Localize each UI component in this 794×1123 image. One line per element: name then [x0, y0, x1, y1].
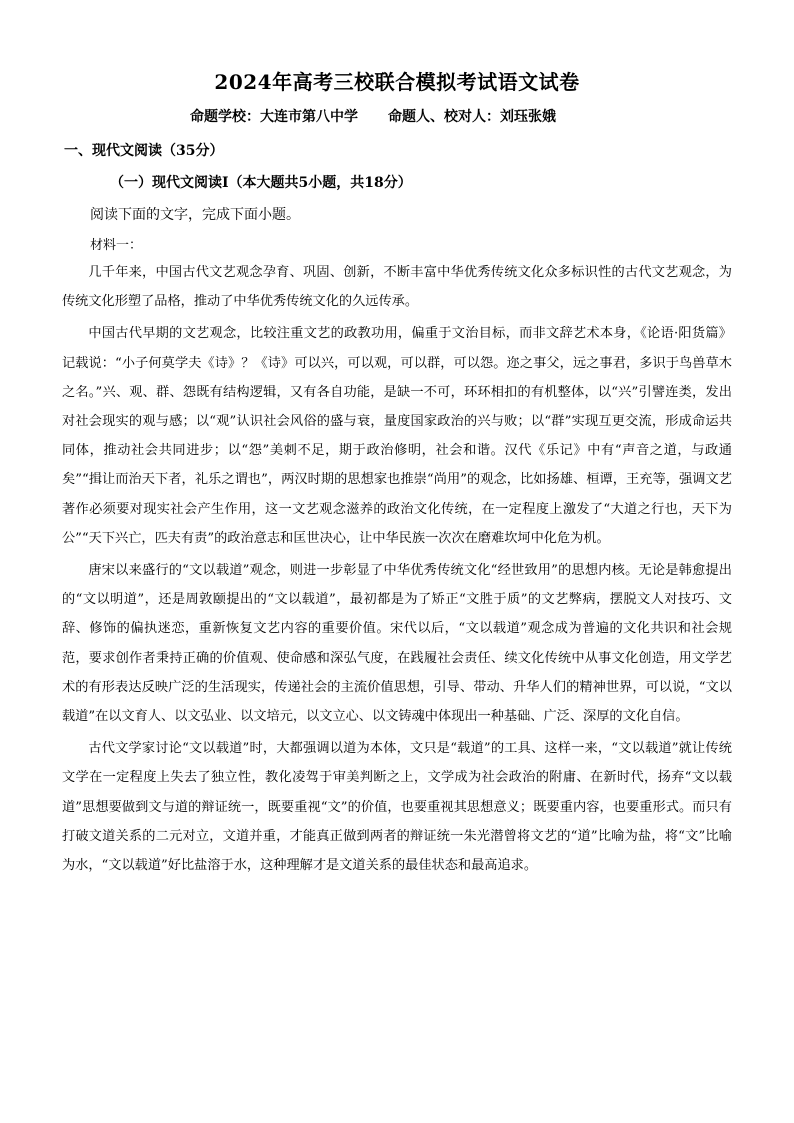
reading-instruction: 阅读下面的文字，完成下面小题。 — [90, 207, 300, 223]
exam-title: 2024年高考三校联合模拟考试语文试卷 — [214, 70, 580, 94]
paragraph: 几千年来，中国古代文艺观念孕育、巩固、创新，不断丰富中华优秀传统文化众多标识性的古代文艺观念，为传统文化形塑了品格，推动了中华优秀传统文化的久远传承。 — [62, 265, 732, 310]
paragraph: 中国古代早期的文艺观念，比较注重文艺的政教功用，偏重于文治目标，而非文辞艺术本身，《论语·阳货篇》记载说：“小子何莫学夫《诗》？《诗》可以兴，可以观，可以群，可以怨。迩之事父，远之事君，多识于鸟兽草木之名。”兴、观、群、怨既有结构逻辑，又有各自功能，是缺一不可，环环相扣的有机整体，以“兴”引譬连类，发出对社会现实的观与感；以“观”认识社会风俗的盛与衰，量度国家政治的兴与败；以“群”实现互更交流，形成命运共同体，推动社会共同进步；以“怨”美刺不足，期于政治修明，社会和谐。汉代《乐记》中有“声音之道，与政通矣”“揖让而治天下者，礼乐之谓也”，两汉时期的思想家也推崇“尚用”的观念，比如扬雄、桓谭，王充等，强调文艺著作必须要对现实社会产生作用，这一文艺观念滋养的政治文化传统，在一定程度上激发了“大道之行也，天下为公”“天下兴亡，匹夫有责”的政治意志和匡世决心，让中华民族一次次在磨难坎坷中化危为机。 — [62, 326, 732, 546]
setting-school: 命题学校：大连市第八中学 — [190, 109, 358, 125]
reading-passage — [62, 258, 732, 883]
paragraph: 古代文学家讨论“文以载道”时，大都强调以道为本体，文只是“载道”的工具、这样一来，“文以载道”就让传统文学在一定程度上失去了独立性，教化凌驾于审美判断之上，文学成为社会政治的附庸、在新时代，扬弃“文以载道”思想要做到文与道的辩证统一，既要重视“文”的价值，也要重视其思想意义；既要重内容，也要重形式。而只有打破文道关系的二元对立，文道并重，才能真正做到两者的辩证统一朱光潜曾将文艺的“道”比喻为盐，将“文”比喻为水，“文以载道”好比盐溶于水，这种理解才是文道关系的最佳状态和最高追求。 — [62, 741, 732, 874]
setters: 命题人、校对人：刘珏张娥 — [388, 109, 556, 125]
subsection-heading: （一）现代文阅读Ⅰ（本大题共5小题，共18分） — [110, 175, 412, 191]
section-heading: 一、现代文阅读（35分） — [64, 143, 224, 159]
paragraph: 唐宋以来盛行的“文以载道”观念，则进一步彰显了中华优秀传统文化“经世致用”的思想内核。无论是韩愈提出的“文以明道”，还是周敦颐提出的“文以载道”，最初都是为了矫正“文胜于质”的文艺弊病，摆脱文人对技巧、文辞、修饰的偏执迷恋，重新恢复文艺内容的重要价值。宋代以后，“文以载道”观念成为普遍的文化共识和社会规范，要求创作者秉持正确的价值观、使命感和深弘气度，在践履社会责任、续文化传统中从事文化创造，用文学艺术的有形表达反映广泛的生活现实，传递社会的主流价值思想，引导、带动、升华人们的精神世界，可以说，“文以载道”在以文育人、以文弘业、以文培元，以文立心、以文铸魂中体现出一种基础、广泛、深厚的文化自信。 — [62, 563, 732, 725]
material-label: 材料一： — [90, 238, 143, 253]
exam-subtitle — [190, 106, 644, 126]
